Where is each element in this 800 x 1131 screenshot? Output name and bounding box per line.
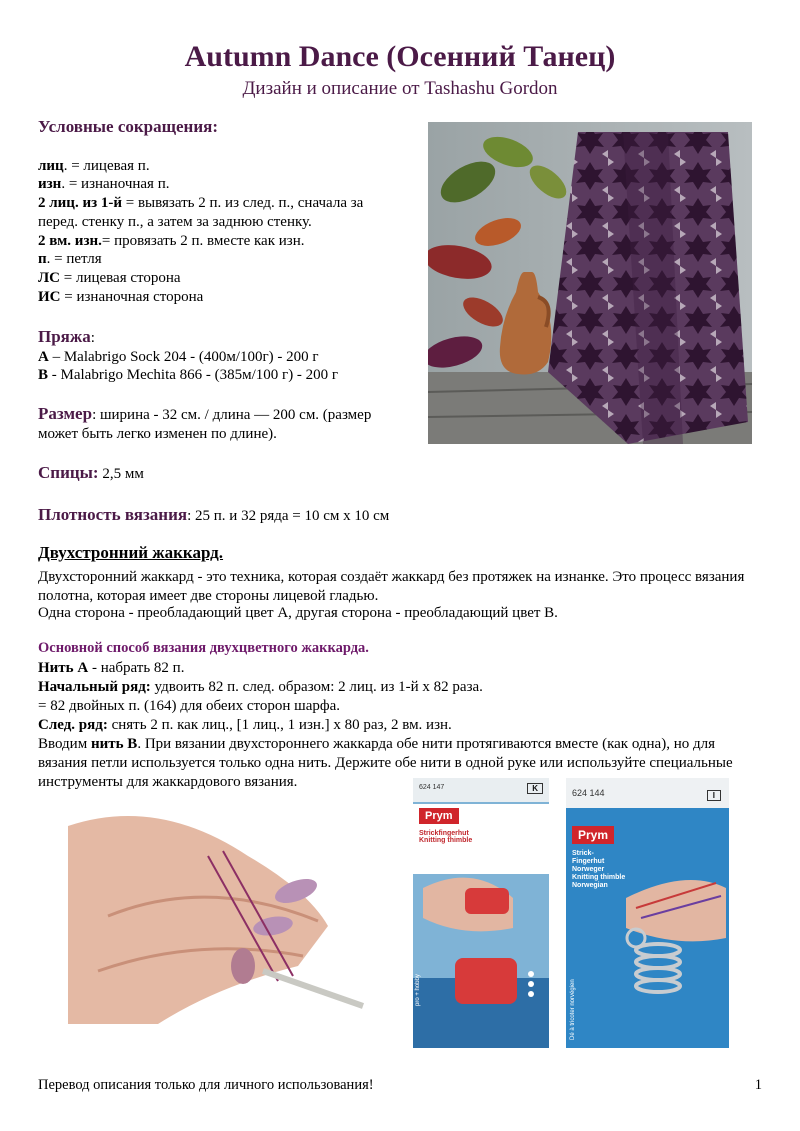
size-section: Размер: ширина - 32 см. / длина — 200 см. (размер может быть легко изменен по длине). [38,404,372,442]
abbr-line: п. = петля [38,251,102,268]
abbr-line: ИС = изнаночная сторона [38,288,204,305]
abbr-line: 2 вм. изн.= провязать 2 п. вместе как изн. [38,232,305,249]
document-subtitle: Дизайн и описание от Tashashu Gordon [242,78,558,99]
package-name: Strick- Fingerhut Norweger Knitting thimble Norwegian [572,850,626,889]
gauge-section: Плотность вязания: 25 п. и 32 ряда = 10 см х 10 см [38,505,390,524]
prym-logo: Prym [572,826,614,844]
abbr-line: ЛС = лицевая сторона [38,269,181,286]
prym-logo: Prym [419,808,459,824]
jacquard-heading: Двухстронний жаккард. [38,543,224,562]
abbreviations-section [38,118,408,306]
package-code: 624 144 [572,788,605,798]
jacquard-paragraph: Двухсторонний жаккард - это техника, которая создаёт жаккард без протяжек на изнанке. Это процесс вязания полотна, которая имеет две стороны лицевой гладью. [38,569,745,604]
yarn-a: А – Malabrigo Sock 204 - (400м/100г) - 200 г [38,348,319,365]
jacquard-paragraph-2: Одна сторона - преобладающий цвет А, другая сторона - преобладающий цвет В. [38,605,558,621]
footer-text: Перевод описания только для личного использования! [38,1077,374,1093]
package-size-letter: I [707,790,721,801]
thimble-package-1 [413,778,549,1048]
package-side-text: pro + hobby [415,974,421,1006]
yarn-section: Пряжа: А – Malabrigo Sock 204 - (400м/100г) - 200 г В - Malabrigo Mechita 866 - (385м/100 г) - 200 г [38,327,339,384]
size-heading: Размер [38,404,93,423]
gauge-heading: Плотность вязания [38,505,188,524]
package-side-text: Dé à tricoter norvégien [570,979,576,1040]
abbr-line: перед. стенку п., а затем за заднюю стенку. [38,213,312,230]
package-code: 624 147 [419,784,445,791]
abbr-line: 2 лиц. из 1-й = вывязать 2 п. из след. п., сначала за [38,195,364,212]
package-name: Strickfingerhut Knitting thimble [419,830,473,844]
document-title: Autumn Dance (Осенний Танец) [184,40,616,73]
hand-thimble-photo [68,796,372,1024]
abbr-line: изн. = изнаночная п. [38,176,170,193]
yarn-b: В - Malabrigo Mechita 866 - (385м/100 г) - 200 г [38,367,339,384]
package-size-letter: K [527,783,543,794]
needles-section: Спицы: 2,5 мм [38,463,144,482]
method-heading: Основной способ вязания двухцветного жаккарда. [38,640,369,656]
needles-heading: Спицы: [38,463,99,482]
abbr-line: лиц. = лицевая п. [38,157,150,174]
page-number: 1 [754,1077,762,1093]
yarn-heading: Пряжа [38,327,91,346]
thimble-package-2 [566,778,729,1048]
scarf-photo [428,122,752,444]
method-lines: Нить А - набрать 82 п. Начальный ряд: удвоить 82 п. след. образом: 2 лиц. из 1-й х 82 раза. = 82 двойных п. (164) для обеих сторон шарфа. След. ряд: снять 2 п. как лиц., [1 лиц., 1 изн.] х 80 раз, 2 вм. изн. Вводим нить В. При вязании двухстороннего жаккарда обе нити протягиваются вместе (как одна), но для вязания петли используется только одна нить. Держите обе нити в одной руке или используйте специальные инструменты для жаккардового вязания. [38,660,733,790]
abbreviations-heading: Условные сокращения: [38,117,218,136]
